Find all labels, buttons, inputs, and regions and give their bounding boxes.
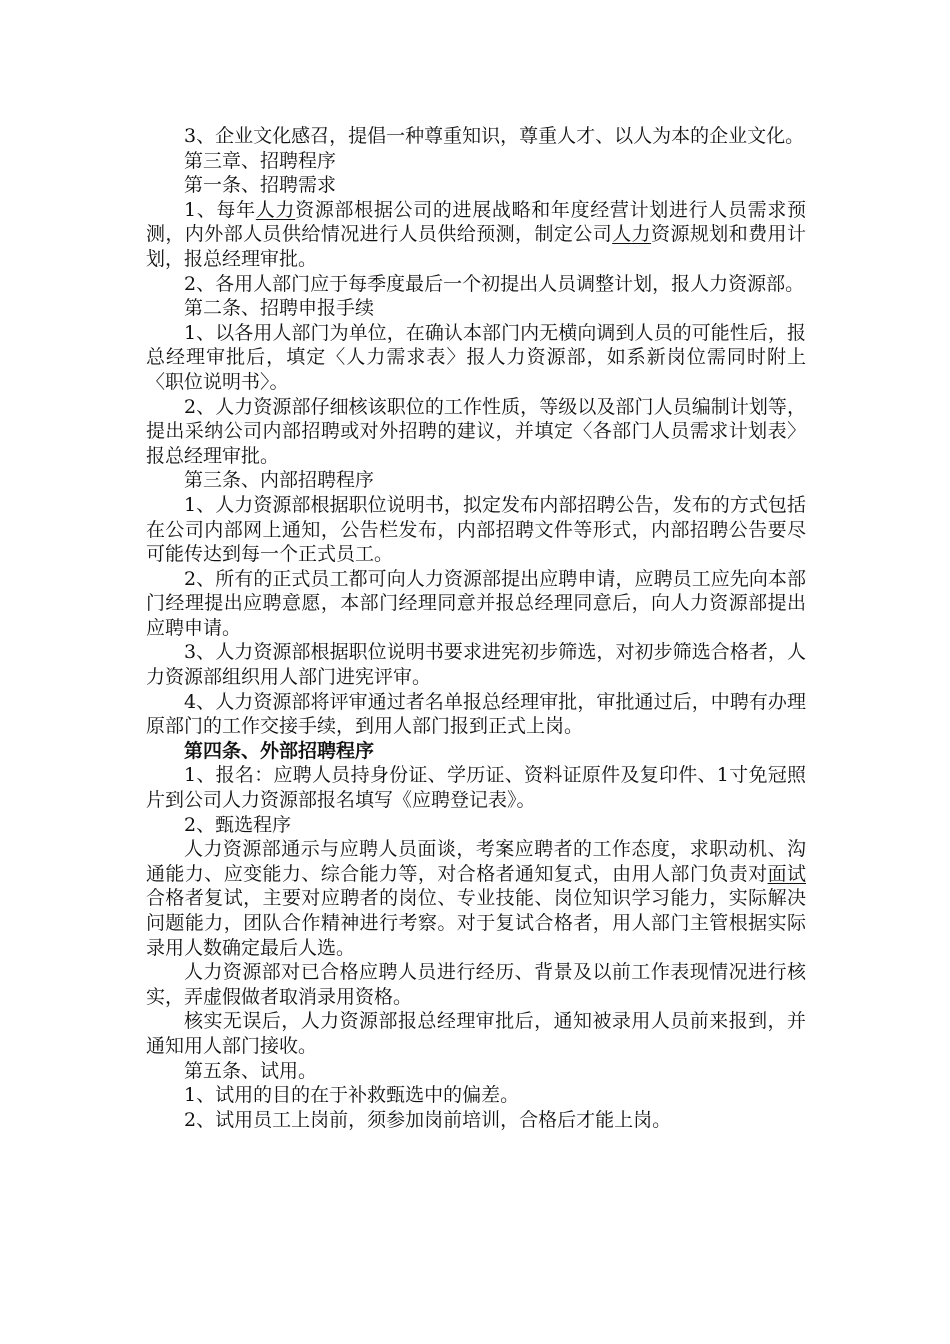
paragraph [146,960,806,1009]
paragraph-text: 人力资源部通示与应聘人员面谈，考案应聘者的工作态度，求职动机、沟通能力、应变能力、综合能力等，对合格者通知复式，由用人部门负责对 [146,838,806,885]
paragraph [146,763,806,812]
paragraph [146,124,806,149]
paragraph-text: 2、试用员工上岗前，须参加岗前培训，合格后才能上岗。 [184,1108,672,1131]
paragraph [146,690,806,739]
paragraph-text: 人力资源部对已合格应聘人员进行经历、背景及以前工作表现情况进行核实，弄虚假做者取消录用资格。 [146,961,806,1008]
paragraph-text: 第一条、招聘需求 [184,174,337,197]
paragraph-text: 第三章、招聘程序 [184,149,337,172]
paragraph-text: 资源部根据公司的进展战略和年度经营计划进行人员需求预测，内外部人员供给情况进行人员供给预测，制定公司 [146,198,806,246]
paragraph-text: 第三条、内部招聘程序 [184,469,375,492]
paragraph [146,739,806,764]
paragraph-text: 第二条、招聘申报手续 [184,297,375,320]
paragraph [146,296,806,321]
paragraph [146,321,806,395]
paragraph-text: 2、所有的正式员工都可向人力资源部提出应聘申请，应聘员工应先向本部门经理提出应聘意愿，本部门经理同意并报总经理同意后，向人力资源部提出应聘申请。 [146,567,806,639]
underlined-term: 人力 [612,223,652,246]
paragraph-text: 第五条、试用。 [184,1059,318,1082]
paragraph [146,272,806,297]
underlined-term: 面试 [767,862,806,885]
paragraph-text: 核实无误后，人力资源部报总经理审批后，通知被录用人员前来报到，并通知用人部门接收。 [146,1010,806,1057]
paragraph [146,1009,806,1058]
paragraph [146,837,806,960]
paragraph [146,149,806,174]
paragraph [146,640,806,689]
paragraph [146,1108,806,1133]
paragraph-text: 合格者复试，主要对应聘者的岗位、专业技能、岗位知识学习能力，实际解决问题能力，团队合作精神进行考察。对于复试合格者，用人部门主管根据实际录用人数确定最后人选。 [146,887,806,959]
paragraph [146,813,806,838]
paragraph-text: 第四条、外部招聘程序 [184,739,375,762]
paragraph-text: 1、人力资源部根据职位说明书，拟定发布内部招聘公告，发布的方式包括在公司内部网上通知，公告栏发布，内部招聘文件等形式，内部招聘公告要尽可能传达到每一个正式员工。 [146,493,806,566]
underlined-term: 人力 [255,198,296,221]
paragraph [146,198,806,272]
paragraph-text: 3、企业文化感召，提倡一种尊重知识，尊重人才、以人为本的企业文化。 [184,125,805,147]
paragraph [146,395,806,469]
paragraph-text: 2、人力资源部仔细核该职位的工作性质，等级以及部门人员编制计划等，提出采纳公司内部招聘或对外招聘的建议，并填定〈各部门人员需求计划表〉报总经理审批。 [146,395,806,467]
paragraph-text: 1、每年 [184,198,256,221]
paragraph-text: 4、人力资源部将评审通过者名单报总经理审批，审批通过后，中聘有办理原部门的工作交接手续，到用人部门报到正式上岗。 [146,690,806,738]
paragraph [146,493,806,567]
paragraph [146,1059,806,1084]
paragraph-text: 2、各用人部门应于每季度最后一个初提出人员调整计划，报人力资源部。 [184,272,805,295]
paragraph-text: 资源规划和费用计划，报总经理审批。 [146,223,806,270]
paragraph-text: 2、甄选程序 [184,813,292,836]
paragraph-text: 1、以各用人部门为单位，在确认本部门内无横向调到人员的可能性后，报总经理审批后，填定〈人力需求表〉报人力资源部，如系新岗位需同时附上〈职位说明书〉。 [146,321,806,393]
paragraph [146,468,806,493]
paragraph [146,173,806,198]
paragraph [146,1083,806,1108]
paragraph-text: 3、人力资源部根据职位说明书要求进宪初步筛选，对初步筛选合格者，人力资源部组织用人部门进宪评审。 [146,641,806,689]
document-page [146,124,806,1132]
paragraph [146,567,806,641]
paragraph-text: 1、试用的目的在于补救甄选中的偏差。 [184,1084,520,1107]
paragraph-text: 1、报名：应聘人员持身份证、学历证、资料证原件及复印件、1寸免冠照片到公司人力资源部报名填写《应聘登记表》。 [146,764,806,812]
